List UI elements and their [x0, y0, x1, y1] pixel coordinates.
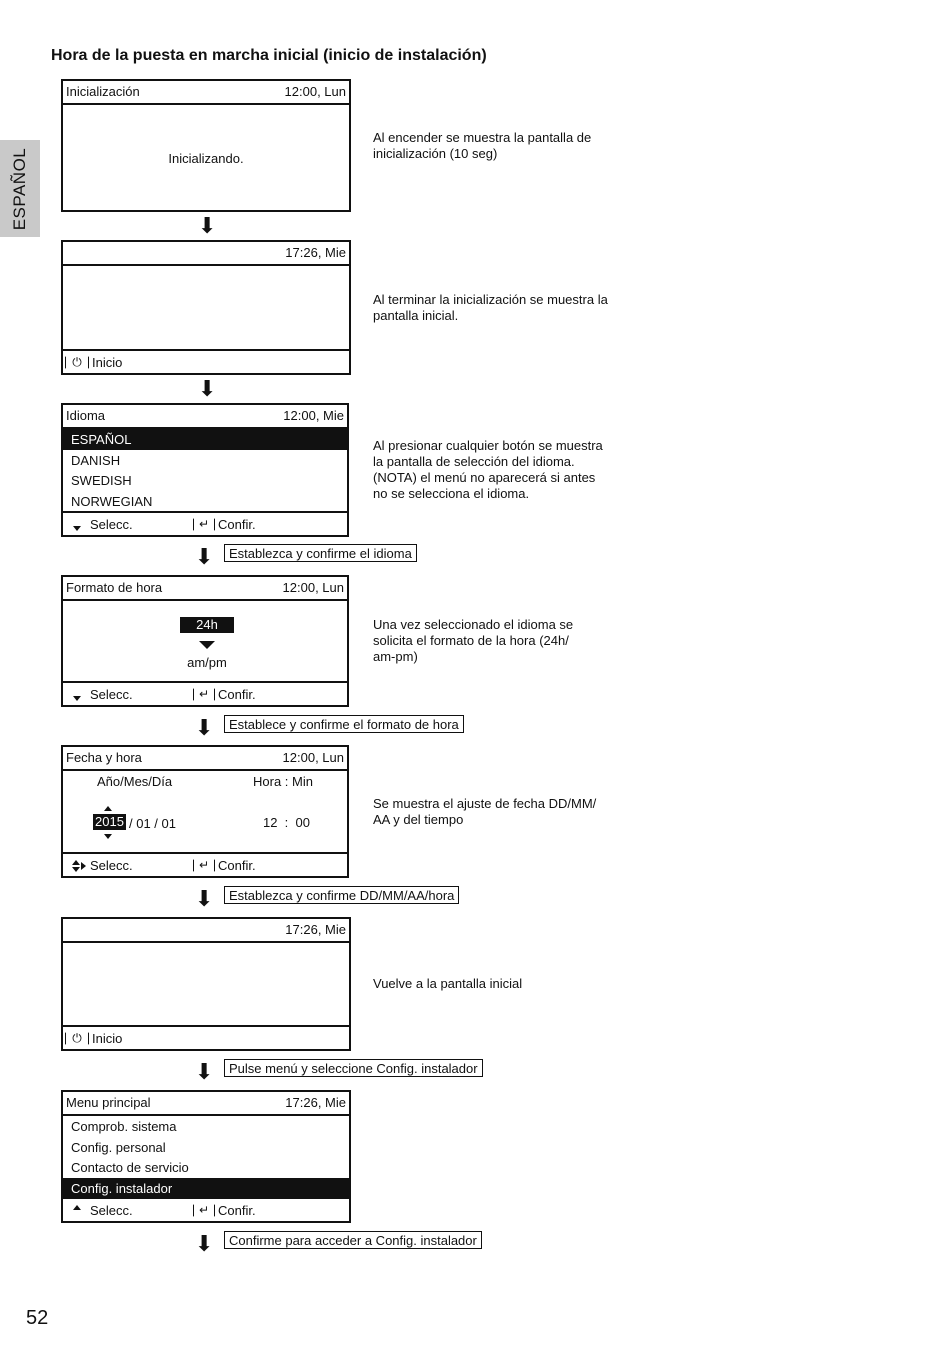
screen-footer — [63, 349, 349, 373]
enter-icon: ↵ — [193, 859, 215, 872]
screen-title: Formato de hora — [66, 580, 163, 595]
confirm-label: Confir. — [218, 517, 256, 532]
screen-date-time — [61, 745, 349, 878]
triangle-up-icon — [73, 1205, 81, 1210]
description-line: inicialización (10 seg) — [373, 146, 498, 161]
arrow-down-icon: ⬇ — [198, 213, 217, 238]
time-column-label: Hora : Min — [253, 774, 313, 789]
screen-time: 12:00, Lun — [284, 84, 346, 99]
screen-header — [63, 1092, 349, 1116]
description-line: Al encender se muestra la pantalla de — [373, 130, 592, 145]
arrow-down-icon: ⬇ — [198, 376, 217, 401]
select-label: Selecc. — [90, 517, 133, 532]
triangle-down-icon — [73, 526, 81, 531]
menu-item-system-check[interactable]: Comprob. sistema — [71, 1119, 177, 1134]
screen-footer — [63, 511, 347, 535]
description-2 — [373, 292, 633, 324]
clock-field[interactable]: 12 : 00 — [263, 815, 310, 830]
screen-footer — [63, 852, 347, 876]
initializing-text: Inicializando. — [168, 151, 244, 166]
enter-icon: ↵ — [193, 1204, 215, 1217]
menu-item-personal-settings[interactable]: Config. personal — [71, 1140, 166, 1155]
screen-header — [63, 242, 349, 266]
description-4 — [373, 617, 633, 665]
screen-time: 12:00, Mie — [283, 408, 344, 423]
screen-header — [63, 405, 347, 429]
description-line: Se muestra el ajuste de fecha DD/MM/ — [373, 796, 597, 811]
language-side-tab — [0, 140, 40, 237]
arrow-down-icon: ⬇ — [195, 544, 214, 569]
screen-header — [63, 747, 347, 771]
description-line: Una vez seleccionado el idioma se — [373, 617, 574, 632]
updown-arrows-icon — [72, 860, 80, 872]
screen-main-menu — [61, 1090, 351, 1223]
power-icon: ⏻ — [65, 1032, 89, 1045]
month-day-field[interactable]: / 01 / 01 — [129, 816, 176, 831]
enter-icon: ↵ — [193, 688, 215, 701]
language-option-norwegian[interactable]: NORWEGIAN — [71, 494, 153, 509]
description-line: Al presionar cualquier botón se muestra — [373, 438, 603, 453]
start-label: Inicio — [92, 355, 123, 370]
screen-language — [61, 403, 349, 537]
language-side-tab-label: ESPAÑOL — [10, 147, 29, 230]
screen-header — [63, 577, 347, 601]
language-option-espanol[interactable]: ESPAÑOL — [63, 429, 347, 450]
time-format-24h-option[interactable]: 24h — [180, 617, 234, 633]
screen-footer — [63, 1197, 349, 1221]
screen-title: Inicialización — [66, 84, 140, 99]
confirm-label: Confir. — [218, 858, 256, 873]
screen-time: 17:26, Mie — [285, 245, 346, 260]
step-label: Establezca y confirme el idioma — [224, 544, 417, 562]
menu-item-installer-settings[interactable]: Config. instalador — [63, 1178, 349, 1199]
screen-initialization — [61, 79, 351, 212]
description-line: Al terminar la inicialización se muestra la — [373, 292, 608, 307]
confirm-label: Confir. — [218, 1203, 256, 1218]
description-1 — [373, 130, 633, 162]
description-5 — [373, 796, 633, 828]
page-title: Hora de la puesta en marcha inicial (inicio de instalación) — [51, 47, 487, 64]
step-label: Establezca y confirme DD/MM/AA/hora — [224, 886, 459, 904]
description-line: solicita el formato de la hora (24h/ — [373, 633, 569, 648]
screen-initial — [61, 240, 351, 375]
step-label: Establece y confirme el formato de hora — [224, 715, 464, 733]
triangle-up-icon — [104, 806, 112, 811]
description-line: no se selecciona el idioma. — [373, 486, 530, 501]
time-format-ampm-option[interactable]: am/pm — [187, 655, 227, 670]
screen-time: 12:00, Lun — [282, 580, 344, 595]
select-label: Selecc. — [90, 1203, 133, 1218]
screen-initial-return — [61, 917, 351, 1051]
screen-time: 17:26, Mie — [285, 1095, 346, 1110]
description-line: pantalla inicial. — [373, 308, 459, 323]
description-line: AA y del tiempo — [373, 812, 464, 827]
arrow-down-icon: ⬇ — [195, 1231, 214, 1256]
arrow-down-icon: ⬇ — [195, 715, 214, 740]
screen-time: 17:26, Mie — [285, 922, 346, 937]
menu-item-service-contact[interactable]: Contacto de servicio — [71, 1160, 189, 1175]
language-option-danish[interactable]: DANISH — [71, 453, 121, 468]
date-column-label: Año/Mes/Día — [97, 774, 173, 789]
triangle-down-icon — [199, 641, 215, 649]
power-icon: ⏻ — [65, 356, 89, 369]
screen-header — [63, 81, 349, 105]
screen-footer — [63, 681, 347, 705]
screen-title: Idioma — [66, 408, 106, 423]
screen-time-format — [61, 575, 349, 707]
page-number: 52 — [26, 1307, 49, 1329]
description-line: la pantalla de selección del idioma. — [373, 454, 575, 469]
start-label: Inicio — [92, 1031, 123, 1046]
step-label: Confirme para acceder a Config. instalador — [224, 1231, 482, 1249]
arrow-down-icon: ⬇ — [195, 886, 214, 911]
description-3 — [373, 438, 633, 502]
screen-header — [63, 919, 349, 943]
description-line: Vuelve a la pantalla inicial — [373, 976, 523, 991]
select-label: Selecc. — [90, 687, 133, 702]
screen-time: 12:00, Lun — [282, 750, 344, 765]
select-label: Selecc. — [90, 858, 133, 873]
screen-title: Fecha y hora — [66, 750, 142, 765]
screen-title: Menu principal — [66, 1095, 151, 1110]
arrow-down-icon: ⬇ — [195, 1059, 214, 1084]
triangle-down-icon — [73, 696, 81, 701]
description-6 — [373, 976, 633, 992]
step-label: Pulse menú y seleccione Config. instalador — [224, 1059, 483, 1077]
year-field[interactable]: 2015 — [93, 814, 126, 830]
description-line: (NOTA) el menú no aparecerá si antes — [373, 470, 596, 485]
triangle-right-icon — [81, 862, 86, 870]
language-option-swedish[interactable]: SWEDISH — [71, 473, 132, 488]
triangle-down-icon — [104, 834, 112, 839]
screen-footer — [63, 1025, 349, 1049]
confirm-label: Confir. — [218, 687, 256, 702]
enter-icon: ↵ — [193, 518, 215, 531]
description-line: am-pm) — [373, 649, 418, 664]
